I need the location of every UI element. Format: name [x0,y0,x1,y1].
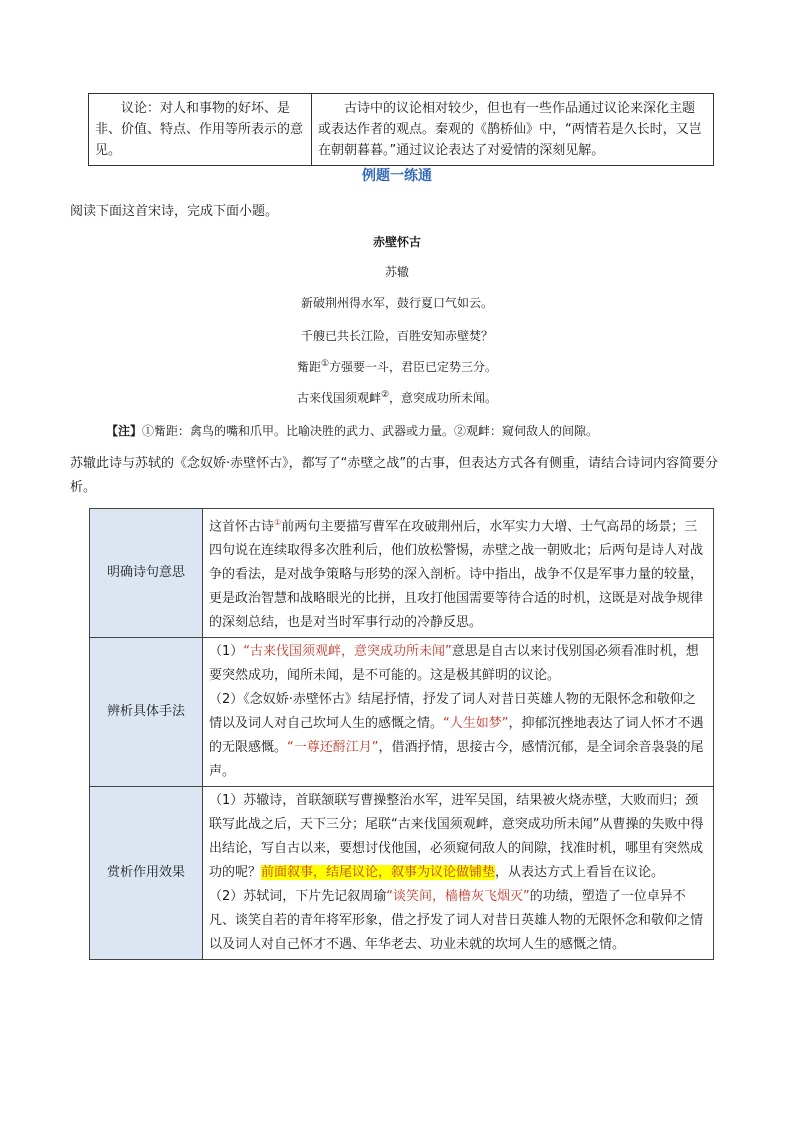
point-1 [209,789,707,885]
poem-line-2: 千艘已共长江险，百胜安知赤壁焚？ [300,329,493,343]
analysis-table [89,508,714,960]
content-text: （1） [209,644,244,660]
poem-line-4 [0,389,794,406]
intro-text: 阅读下面这首宋诗，完成下面小题。 [70,204,279,219]
highlighted-text: 前面叙事，结尾议论，叙事为议论做铺垫 [261,865,496,881]
poem-line-1: 新破荆州得水军，鼓行夏口气如云。 [300,296,493,310]
content-text: 的功绩，塑造了一位卓异不凡、谈笑自若的青年将军形象，借之抒发了词人对昔日英雄人物的无限怀念和敬仰之情以及词人对自己怀才不遇、年华老去、功业未就的坎坷人生的感慨之情。 [209,889,704,953]
point-2 [209,688,707,784]
poem-line-4-a: 古来伐国须观衅 [296,391,381,405]
point-2 [209,885,707,957]
row-label: 赏析作用效果 [90,787,203,960]
table-row [90,509,714,638]
poem-line-3-b: 方强要一斗，君臣已定势三分。 [329,360,498,374]
quote-text: “一尊还酹江月” [287,740,379,756]
question-text: 苏辙此诗与苏轼的《念奴娇·赤壁怀古》，都写了“赤壁之战”的古事，但表达方式各有侧重，请结合诗词内容简要分析。 [70,456,719,495]
content-text: （2）《念奴娇·赤壁怀古》结尾抒情，抒发了词人对昔日英雄人物的无限怀念和敬仰之情以及词人对自己坎坷人生的感慨之情。 [209,692,696,732]
poem-line-3-a: 觜距 [296,360,321,374]
footnote-marker: ① [274,518,282,527]
quote-text: “人生如梦” [443,716,509,732]
content-text: 意思是自古以来讨伐别国必须看准时机，想要突然成功，闻所未闻，是不可能的。这是极其鲜明的议论。 [209,644,699,684]
section-title: 例题一练通 [362,168,432,184]
table-row [90,638,714,787]
poem-line-3 [0,358,794,375]
content-text: ，从表达方式上看旨在议论。 [495,865,665,881]
row-label: 明确诗句意思 [90,509,203,638]
poem-title: 赤壁怀古 [372,235,421,249]
row-content [203,787,714,960]
table-row [90,787,714,960]
content-text: （2）苏轼词，下片先记叙周瑜 [209,889,387,905]
footnote-marker-1: ① [320,359,330,369]
poem-note [106,422,598,439]
explain-cell: 古诗中的议论相对较少，但也有一些作品通过议论来深化主题或表达作者的观点。秦观的《鹊桥仙》中，“两情若是久长时，又岂在朝朝暮暮。”通过议论表达了对爱情的深刻见解。 [312,94,714,166]
content-text: 前两句主要描写曹军在攻破荆州后，水军实力大增、士气高昂的场景；三四句说在连续取得多次胜利后，他们放松警惕，赤壁之战一朝败北；后两句是诗人对战争的看法，是对战争策略与形势的深入剖析。诗中指出，战争不仅是军事力量的较量，更是政治智慧和战略眼光的比拼，且攻打他国需要等待合适的时机，这既是对战争规律的深刻总结，也是对当时军事行动的冷静反思。 [209,519,704,631]
quote-text: “古来伐国须观衅，意突成功所未闻” [243,644,452,660]
quote-text: “谈笑间，樯橹灰飞烟灭” [386,889,530,905]
footnote-marker-2: ② [380,390,390,400]
content-text: （1）苏辙诗，首联颔联写曹操整治水军，进军吴国，结果被火烧赤壁，大败而归；颈联写此战之后，天下三分；尾联“古来伐国须观衅，意突成功所未闻”从曹操的失败中得出结论，写自古以来，要想讨伐他国，必须窥伺敌人的间隙，找准时机，哪里有突然成功的呢？ [209,793,704,881]
row-label: 辨析具体手法 [90,638,203,787]
content-text: 这首怀古诗 [209,519,275,535]
note-tag: 【注】 [106,424,143,438]
row-content [203,509,714,638]
term-cell: 议论：对人和事物的好坏、是非、价值、特点、作用等所表示的意见。 [89,94,312,166]
row-content [203,638,714,787]
poem-author: 苏辙 [384,265,409,279]
table-row [89,94,714,166]
note-text: ①觜距：禽鸟的嘴和爪甲。比喻决胜的武力、武器或力量。②观衅：窥伺敌人的间隙。 [142,424,599,438]
definition-table [88,93,714,166]
poem-line-4-b: ，意突成功所未闻。 [389,391,498,405]
content-text: ，借酒抒情，思接古今，感情沉郁，是全词余音袅袅的尾声。 [209,740,704,780]
content-text: ，抑郁沉挫地表达了词人怀才不遇的无限感慨。 [209,716,704,756]
point-1 [209,640,707,688]
